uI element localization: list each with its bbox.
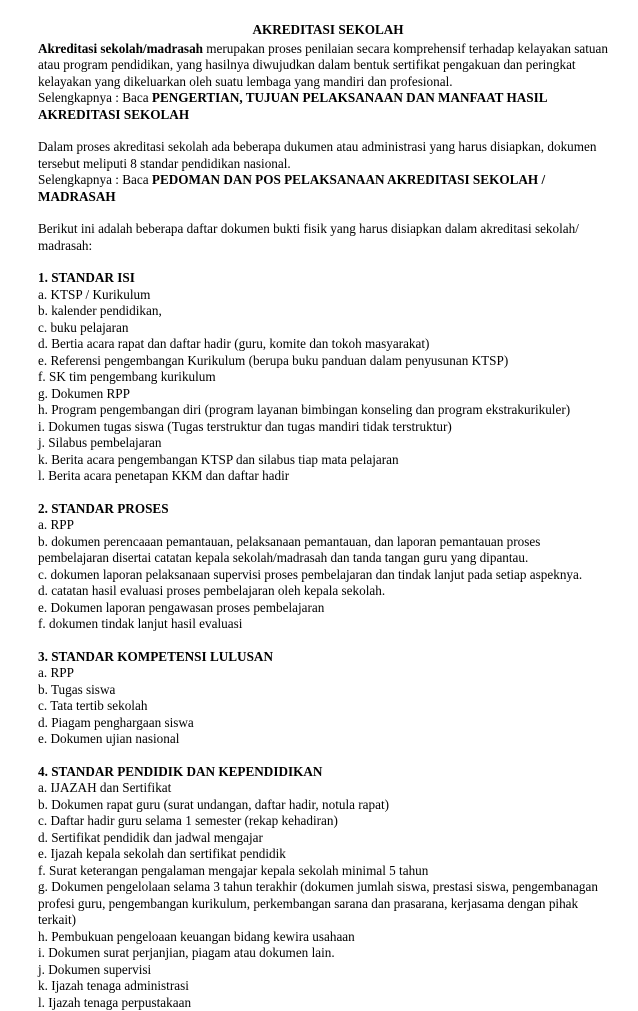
intro-read-more-link[interactable]: PENGERTIAN, TUJUAN PELAKSANAAN DAN MANFAAT HASIL AKREDITASI SEKOLAH: [38, 90, 547, 122]
process-read-more-link[interactable]: PEDOMAN DAN POS PELAKSANAAN AKREDITASI SEKOLAH / MADRASAH: [38, 172, 545, 204]
list-item: d. Bertia acara rapat dan daftar hadir (guru, komite dan tokoh masyarakat): [38, 336, 608, 353]
spacer: [38, 254, 608, 270]
list-item: h. Program pengembangan diri (program layanan bimbingan konseling dan program ekstrakurikuler): [38, 402, 608, 419]
list-item: l. Ijazah tenaga perpustakaan: [38, 995, 608, 1011]
list-item: c. buku pelajaran: [38, 320, 608, 337]
list-item: b. Tugas siswa: [38, 682, 608, 699]
list-item: d. Sertifikat pendidik dan jadwal mengajar: [38, 830, 608, 847]
list-item: b. kalender pendidikan,: [38, 303, 608, 320]
process-read-more-prefix: Selengkapnya : Baca: [38, 172, 152, 187]
section-heading: 1. STANDAR ISI: [38, 270, 608, 287]
list-item: k. Ijazah tenaga administrasi: [38, 978, 608, 995]
list-item: l. Berita acara penetapan KKM dan daftar hadir: [38, 468, 608, 485]
list-item: e. Dokumen ujian nasional: [38, 731, 608, 748]
spacer: [38, 485, 608, 501]
list-item: d. Piagam penghargaan siswa: [38, 715, 608, 732]
list-item: k. Berita acara pengembangan KTSP dan silabus tiap mata pelajaran: [38, 452, 608, 469]
section-item-list: [38, 665, 608, 748]
section-heading: 2. STANDAR PROSES: [38, 501, 608, 518]
process-read-more: [38, 172, 608, 205]
section-heading: 3. STANDAR KOMPETENSI LULUSAN: [38, 649, 608, 666]
spacer: [38, 748, 608, 764]
section-standar-pendidik: [38, 764, 608, 1011]
spacer: [38, 123, 608, 139]
list-item: g. Dokumen pengelolaan selama 3 tahun terakhir (dokumen jumlah siswa, prestasi siswa, pengembanagan profesi guru, pengembangan kurikulum, perkembangan sarana dan prasarana, kerjasama dengan pihak terkait): [38, 879, 608, 929]
list-item: f. dokumen tindak lanjut hasil evaluasi: [38, 616, 608, 633]
list-item: c. Tata tertib sekolah: [38, 698, 608, 715]
section-standar-proses: [38, 501, 608, 633]
spacer: [38, 633, 608, 649]
list-item: c. Daftar hadir guru selama 1 semester (rekap kehadiran): [38, 813, 608, 830]
intro-read-more: [38, 90, 608, 123]
intro-read-more-prefix: Selengkapnya : Baca: [38, 90, 152, 105]
list-item: b. Dokumen rapat guru (surat undangan, daftar hadir, notula rapat): [38, 797, 608, 814]
list-item: e. Ijazah kepala sekolah dan sertifikat pendidik: [38, 846, 608, 863]
list-item: a. RPP: [38, 517, 608, 534]
list-item: a. KTSP / Kurikulum: [38, 287, 608, 304]
list-item: e. Dokumen laporan pengawasan proses pembelajaran: [38, 600, 608, 617]
section-item-list: [38, 517, 608, 633]
list-item: a. RPP: [38, 665, 608, 682]
list-item: f. SK tim pengembang kurikulum: [38, 369, 608, 386]
list-item: e. Referensi pengembangan Kurikulum (berupa buku panduan dalam penyusunan KTSP): [38, 353, 608, 370]
list-item: g. Dokumen RPP: [38, 386, 608, 403]
intro-paragraph: [38, 41, 608, 91]
list-item: i. Dokumen surat perjanjian, piagam atau dokumen lain.: [38, 945, 608, 962]
section-item-list: [38, 287, 608, 485]
list-item: j. Dokumen supervisi: [38, 962, 608, 979]
section-standar-isi: [38, 270, 608, 485]
section-standar-kompetensi-lulusan: [38, 649, 608, 748]
section-item-list: [38, 780, 608, 1011]
spacer: [38, 205, 608, 221]
list-item: f. Surat keterangan pengalaman mengajar kepala sekolah minimal 5 tahun: [38, 863, 608, 880]
list-intro: Berikut ini adalah beberapa daftar dokumen bukti fisik yang harus disiapkan dalam akreditasi sekolah/ madrasah:: [38, 221, 608, 254]
intro-text: merupakan proses penilaian secara komprehensif terhadap kelayakan satuan atau program pendidikan, yang hasilnya diwujudkan dalam bentuk sertifikat pengakuan dan peringkat kelayakan yang dikeluarkan oleh suatu lembaga yang mandiri dan profesional.: [38, 41, 608, 89]
list-item: d. catatan hasil evaluasi proses pembelajaran oleh kepala sekolah.: [38, 583, 608, 600]
process-paragraph: Dalam proses akreditasi sekolah ada beberapa dukumen atau administrasi yang harus disiapkan, dokumen tersebut meliputi 8 standar pendidikan nasional.: [38, 139, 608, 172]
list-item: j. Silabus pembelajaran: [38, 435, 608, 452]
intro-bold-lead: Akreditasi sekolah/madrasah: [38, 41, 203, 56]
list-item: a. IJAZAH dan Sertifikat: [38, 780, 608, 797]
list-item: h. Pembukuan pengeloaan keuangan bidang kewira usahaan: [38, 929, 608, 946]
list-item: b. dokumen perencaaan pemantauan, pelaksanaan pemantauan, dan laporan pemantauan proses pembelajaran disertai catatan kepala sekolah/madrasah dan tanda tangan guru yang dipantau.: [38, 534, 608, 567]
section-heading: 4. STANDAR PENDIDIK DAN KEPENDIDIKAN: [38, 764, 608, 781]
document-title: AKREDITASI SEKOLAH: [38, 22, 608, 39]
list-item: i. Dokumen tugas siswa (Tugas terstruktur dan tugas mandiri tidak terstruktur): [38, 419, 608, 436]
list-item: c. dokumen laporan pelaksanaan supervisi proses pembelajaran dan tindak lanjut pada setiap aspeknya.: [38, 567, 608, 584]
